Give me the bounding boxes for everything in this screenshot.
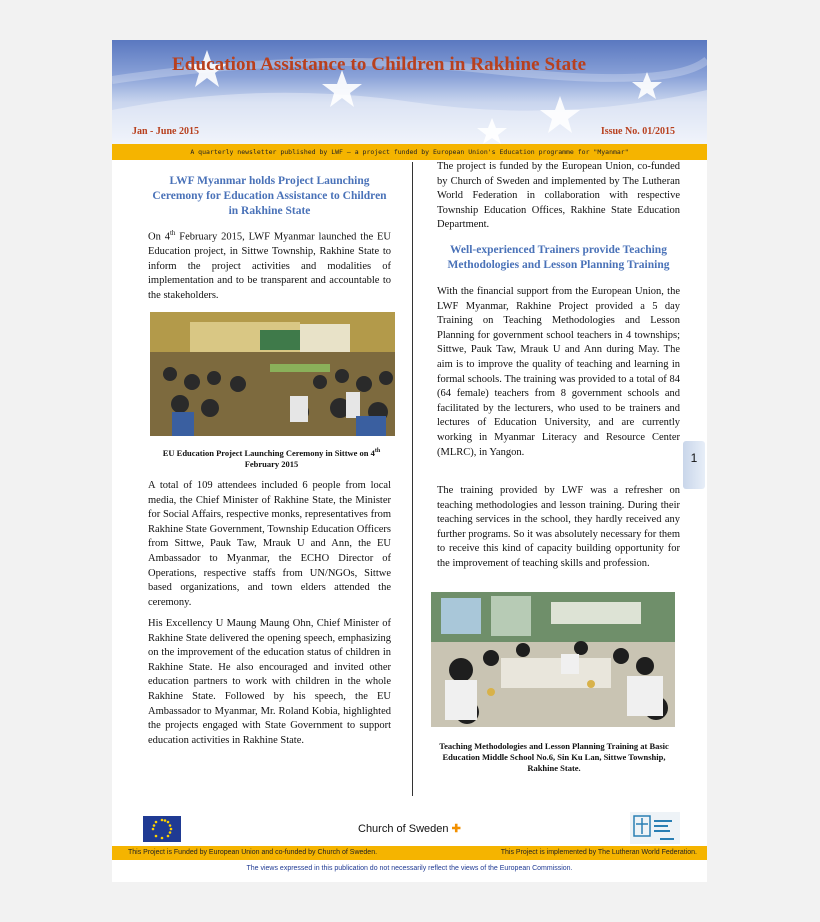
article1-paragraph-3: His Excellency U Maung Maung Ohn, Chief Minister of Rakhine State delivered the opening speech, emphasizing on the improvement of the education status of children in Rakhine State. He also encouraged and invited other education partners to work with children in the whole Rakhine State. Followed by his speech, the EU Ambassador to Myanmar, Mr. Roland Kobia, highlighted the projects engaged with State Government to support education activities in Rakhine State. — [148, 618, 391, 746]
article1-paragraph-1: On 4th February 2015, LWF Myanmar launched the EU Education project, in Sittwe Township, Rakhine State to inform the project activities and modalities of implementation and to be transparent and accountable to the stakeholders. — [148, 229, 391, 301]
issue-date: Jan - June 2015 — [132, 126, 199, 137]
tagline-bar — [112, 144, 707, 160]
article1-paragraph-2: A total of 109 attendees included 6 people from local media, the Chief Minister of Rakhine State, the Minister for Social Affairs, respective monks, representatives from Rakhine State Government, Township Education Officers from Sittwe, Pauk Taw, Mrauk U and Ann, the EU Ambassador to Myanmar, the ECHO Director of Operations, respective staffs from UN/NGOs, Sittwe based organizations, and town elders attended the ceremony. — [148, 480, 391, 608]
page-number: 1 — [690, 451, 698, 465]
article2-paragraph-1: With the financial support from the European Union, the LWF Myanmar, Rakhine Project provided a 5 day Training on Teaching Methodologies and Lesson Planning for government school teachers in 4 townships; Sittwe, Pauk Taw, Mrauk U and Ann during May. The aim is to improve the quality of teaching and learning in formal schools. The training was provided to a total of 84 (64 female) teachers from 8 government schools and facilitated by the lecturers, who used to be trainers and lectures of Education University, and are currently working in Myanmar Literacy and Resource Center (MLRC), in Yangon. — [437, 286, 680, 458]
training-caption: Teaching Methodologies and Lesson Planning Training at Basic Education Middle School No.6, Sin Ku Lan, Sittwe Township, Rakhine State. — [439, 741, 669, 773]
article1-heading-block — [148, 174, 391, 219]
footer-logos — [112, 808, 707, 846]
church-cross-icon: ✚ — [451, 823, 461, 835]
article2-body-2 — [437, 484, 680, 572]
funded-by-text: This Project is Funded by European Union and co-funded by Church of Sweden. — [128, 849, 378, 856]
launch-ceremony-photo-art — [150, 312, 395, 436]
column-divider — [412, 162, 413, 796]
funding-bar — [112, 846, 707, 860]
article1-heading: LWF Myanmar holds Project Launching Ceremony for Education Assistance to Children in Rakhine State — [152, 175, 387, 217]
article1-body-3 — [148, 617, 391, 748]
newsletter-title: Education Assistance to Children in Rakhine State — [172, 54, 587, 75]
tagline-text: A quarterly newsletter published by LWF – a project funded by European Union's Education programme for "Myanmar" — [190, 148, 629, 156]
article1-body-2 — [148, 479, 391, 610]
lwf-logo — [630, 812, 680, 844]
eu-flag-icon — [143, 816, 181, 842]
article2-heading-block — [437, 243, 680, 273]
article2-intro-block — [437, 160, 680, 233]
article2-heading: Well-experienced Trainers provide Teaching Methodologies and Lesson Planning Training — [447, 244, 670, 271]
article1-intro — [148, 226, 391, 303]
training-photo — [431, 592, 675, 727]
issue-number: Issue No. 01/2015 — [600, 126, 675, 137]
training-photo-art — [431, 592, 675, 727]
launch-ceremony-caption: EU Education Project Launching Ceremony in Sittwe on 4th February 2015 — [162, 447, 381, 469]
church-of-sweden-logo: Church of Sweden ✚ — [358, 823, 461, 835]
article2-paragraph-2: The training provided by LWF was a refresher on teaching methodologies and lesson training. During their teaching services in the school, they hardly received any further programs. So it was absolutely necessary for them to receive this kind of capacity building opportunity for the improvement of teaching skills and profession. — [437, 485, 680, 569]
article2-intro: The project is funded by the European Union, co-funded by Church of Sweden and implemented by The Lutheran World Federation in collaboration with respective Township Education Offices, Rakhine State Education Department. — [437, 161, 680, 231]
eu-star-ring — [143, 816, 181, 842]
implemented-by-text: This Project is implemented by The Lutheran World Federation. — [500, 849, 697, 856]
header-banner — [112, 40, 707, 144]
launch-ceremony-photo — [150, 312, 395, 436]
disclaimer-text: The views expressed in this publication do not necessarily reflect the views of the European Commission. — [246, 865, 573, 872]
lwf-logo-art — [630, 812, 680, 844]
newsletter-page — [112, 40, 707, 882]
article2-body-1 — [437, 285, 680, 460]
page-number-tab — [683, 441, 705, 489]
